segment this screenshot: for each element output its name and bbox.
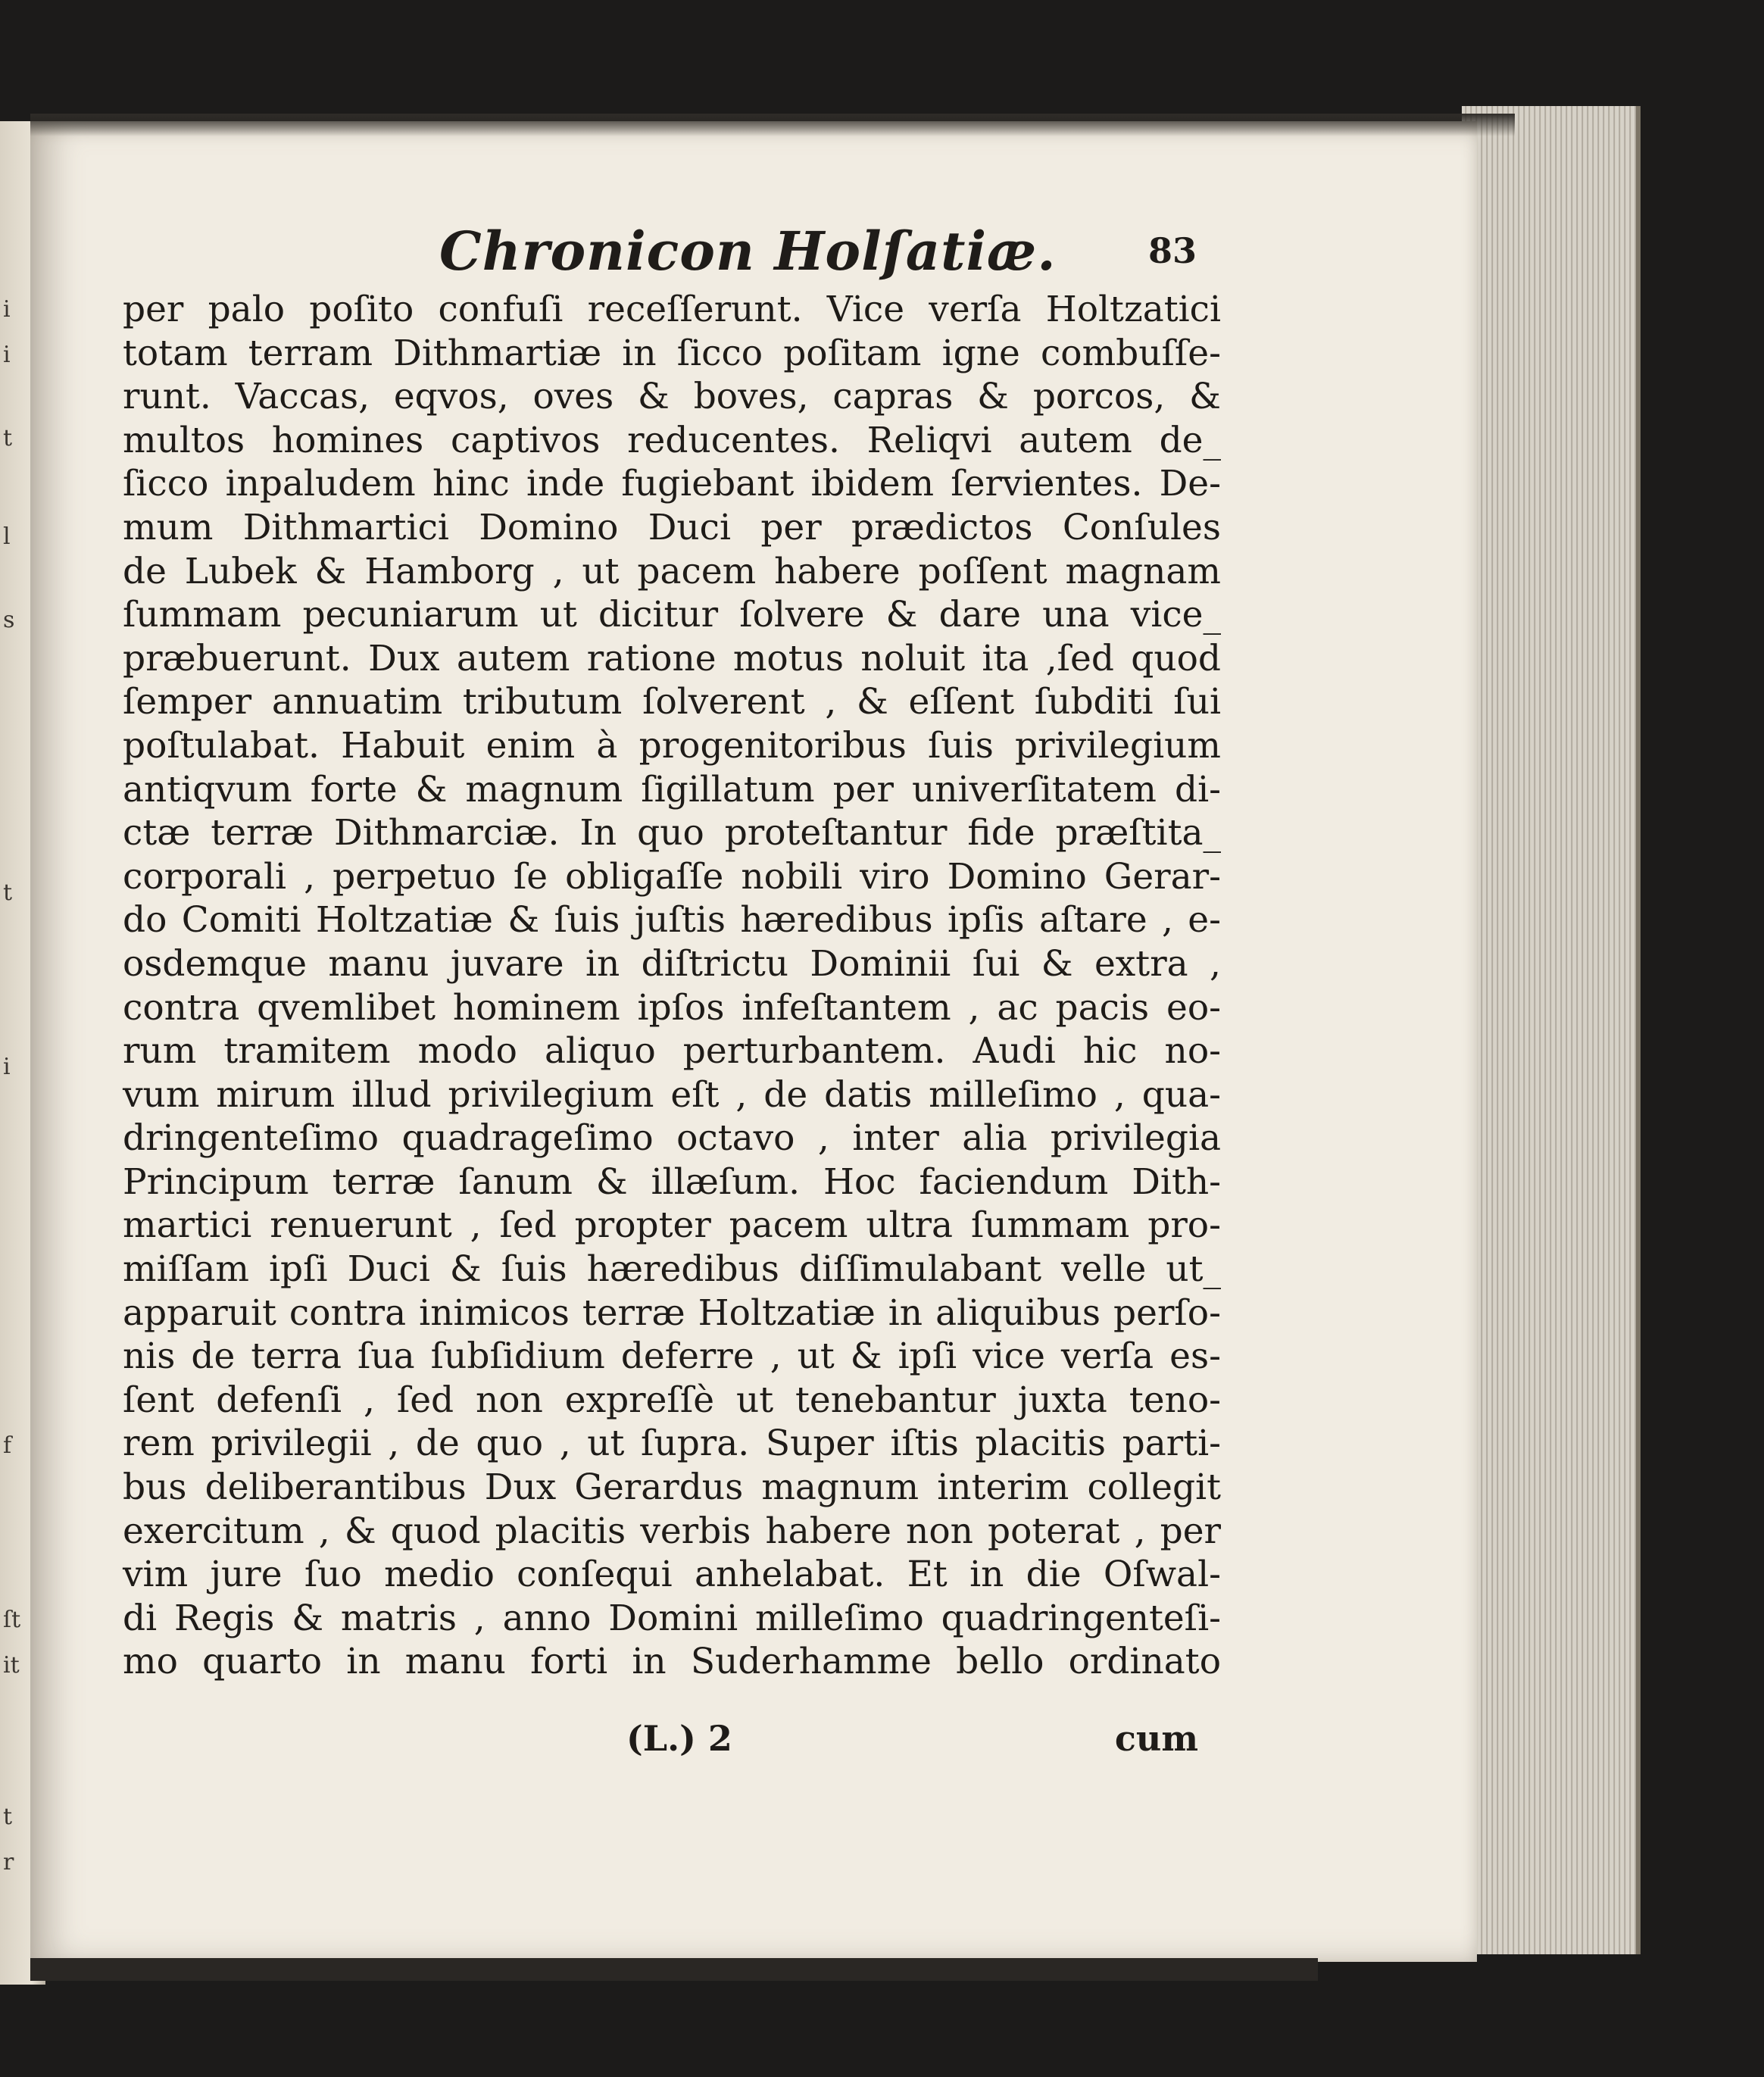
- text-line: mo quarto in manu forti in Suderhamme bello ordinato: [123, 1641, 1221, 1683]
- text-line: totam terram Dithmartiæ in ſicco poſitam igne combuſſe-: [123, 332, 1221, 374]
- text-line: præbuerunt. Dux autem ratione motus noluit ita ,ſed quod: [123, 637, 1221, 679]
- facing-page-fragment: ſt: [3, 1607, 21, 1633]
- text-line: contra qvemlibet hominem ipſos infeſtantem , ac pacis eo-: [123, 986, 1221, 1029]
- text-line: martici renuerunt , ſed propter pacem ultra ſummam pro-: [123, 1204, 1221, 1247]
- body-text: [123, 288, 1221, 1684]
- signature-mark: (L.) 2: [626, 1718, 732, 1759]
- page-bottom-edge: [30, 1958, 1318, 1981]
- text-line: do Comiti Holtzatiæ & ſuis juſtis hæredibus ipſis aſtare , e-: [123, 899, 1221, 942]
- text-line: ſent defenſi , ſed non expreſſè ut tenebantur juxta teno-: [123, 1379, 1221, 1421]
- text-line: vim jure ſuo medio conſequi anhelabat. Et in die Oſwal-: [123, 1554, 1221, 1596]
- facing-page-fragment: t: [3, 425, 13, 451]
- text-line: apparuit contra inimicos terræ Holtzatiæ in aliquibus perſo-: [123, 1291, 1221, 1334]
- text-line: rem privilegii , de quo , ut ſupra. Super iſtis placitis parti-: [123, 1423, 1221, 1465]
- facing-page-fragment: s: [3, 607, 15, 633]
- facing-page-fragment: l: [3, 523, 11, 550]
- page-number: 83: [1147, 230, 1197, 271]
- text-line: antiqvum forte & magnum ſigillatum per univerſitatem di-: [123, 768, 1221, 810]
- text-line: ſicco inpaludem hinc inde fugiebant ibidem ſervientes. De-: [123, 463, 1221, 505]
- text-line: di Regis & matris , anno Domini milleſimo quadringenteſi-: [123, 1597, 1221, 1639]
- text-line: bus deliberantibus Dux Gerardus magnum interim collegit: [123, 1466, 1221, 1509]
- facing-page-fragment: i: [3, 342, 11, 368]
- facing-page-fragment: t: [3, 879, 13, 906]
- text-line: Principum terræ ſanum & illæſum. Hoc faciendum Dith-: [123, 1160, 1221, 1203]
- facing-page-fragment: r: [3, 1849, 14, 1876]
- text-line: de Lubek & Hamborg , ut pacem habere poſſent magnam: [123, 550, 1221, 592]
- facing-page-fragment: i: [3, 1054, 11, 1080]
- text-line: multos homines captivos reducentes. Reliqvi autem de_: [123, 419, 1221, 461]
- text-line: poſtulabat. Habuit enim à progenitoribus ſuis privilegium: [123, 724, 1221, 767]
- facing-page-fragment: t: [3, 1804, 13, 1830]
- page-footer: [123, 1718, 1221, 1763]
- text-line: runt. Vaccas, eqvos, oves & boves, capras & porcos, &: [123, 376, 1221, 418]
- text-line: mum Dithmartici Domino Duci per prædictos Conſules: [123, 506, 1221, 548]
- text-line: osdemque manu juvare in diſtrictu Dominii ſui & extra ,: [123, 942, 1221, 985]
- book-page-stack: [1462, 106, 1641, 1954]
- text-line: rum tramitem modo aliquo perturbantem. Audi hic no-: [123, 1030, 1221, 1073]
- facing-page-fragment: i: [3, 296, 11, 323]
- text-line: corporali , perpetuo ſe obligaſſe nobili viro Domino Gerar-: [123, 855, 1221, 898]
- text-line: nis de terra ſua ſubſidium deferre , ut & ipſi vice verſa es-: [123, 1335, 1221, 1378]
- facing-page-fragment: f: [3, 1432, 12, 1459]
- text-line: exercitum , & quod placitis verbis habere non poterat , per: [123, 1510, 1221, 1552]
- page-header: [121, 220, 1219, 288]
- facing-page-fragment: it: [3, 1652, 20, 1679]
- catchword: cum: [1114, 1718, 1198, 1759]
- text-line: vum mirum illud privilegium eſt , de datis milleſimo , qua-: [123, 1073, 1221, 1116]
- running-title: Chronicon Holſatiæ.: [439, 220, 1057, 283]
- text-line: per palo poſito confuſi receſſerunt. Vice verſa Holtzatici: [123, 289, 1221, 330]
- text-line: ctæ terræ Dithmarciæ. In quo proteſtantur fide præſtita_: [123, 812, 1221, 854]
- text-line: dringenteſimo quadrageſimo octavo , inter alia privilegia: [123, 1117, 1221, 1160]
- text-line: ſemper annuatim tributum ſolverent , & eſſent ſubditi ſui: [123, 681, 1221, 723]
- page-top-shadow: [30, 114, 1515, 136]
- text-line: miſſam ipſi Duci & ſuis hæredibus diſſimulabant velle ut_: [123, 1248, 1221, 1291]
- text-line: ſummam pecuniarum ut dicitur ſolvere & dare una vice_: [123, 594, 1221, 636]
